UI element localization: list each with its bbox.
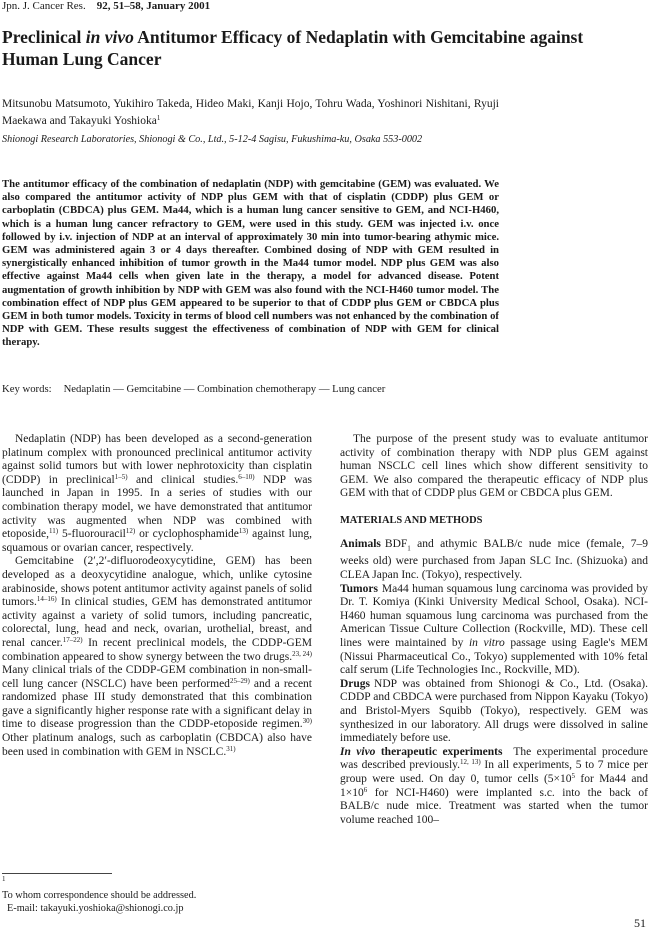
- animals-paragraph: Animals $BDF_1$ and athymic BALB/c nude mice (female, 7–9 weeks old) were purchased from Japan SLC Inc. (Shizuoka) and CLEA Japan Inc. (Tokyo), respectively.: [340, 537, 648, 582]
- left-column: [2, 433, 312, 759]
- abstract: The antitumor efficacy of the combination of nedaplatin (NDP) with gemcitabine (GEM) was evaluated. We also compared the antitumor activity of NDP plus GEM with that of cisplatin (CDDP) plus GEM or carboplatin (CBDCA) plus GEM. Ma44, which is a human lung cancer sensitive to GEM, and NCI-H460, which is a human lung cancer refractory to GEM, were used in this study. GEM was injected i.v. once followed by i.v. injection of NDP at an interval of approximately 30 min into tumor-bearing athymic mice. GEM was administered again 3 or 4 days thereafter. Combined dosing of NDP with GEM resulted in synergistically enhanced inhibition of tumor growth in the Ma44 tumor model. NDP plus GEM was also effective against Ma44 cells when given late in the therapy, a model for advanced disease. Potent augmentation of growth inhibition by NDP with GEM was also found with the NCI-H460 tumor model. The combination effect of NDP plus GEM appeared to be superior to that of CDDP plus GEM or CBDCA plus GEM in both tumor models. Toxicity in terms of blood cell numbers was not enhanced by the combination of NDP with GEM. These results suggest the effectiveness of combination of NDP with GEM for clinical therapy.: [2, 178, 499, 349]
- footnote: [2, 876, 196, 915]
- footnote-line-1: $^1$ To whom correspondence should be addressed.: [2, 875, 197, 901]
- running-head: [2, 0, 210, 12]
- intro-paragraph-3: The purpose of the present study was to evaluate antitumor activity of combination therapy with NDP plus GEM against human NSCLC cell lines which show different sensitivity to GEM. We also compared the therapeutic efficacy of NDP plus GEM with that of CDDP plus GEM or CBDCA plus GEM.: [340, 433, 648, 500]
- paper-title: Preclinical in vivo Antitumor Efficacy of Nedaplatin with Gemcitabine against Human Lung Cancer: [2, 27, 584, 69]
- corresponding-author-marker: 1: [156, 114, 161, 122]
- drugs-paragraph: Drugs NDP was obtained from Shionogi & Co., Ltd. (Osaka). CDDP and CBDCA were purchased from Nippon Kayaku (Tokyo) and Bristol-Myers Squibb (Tokyo), respectively. GEM was synthesized in our laboratory. All drugs were dissolved in saline immediately before use.: [340, 677, 648, 745]
- keywords: [2, 383, 385, 395]
- footnote-email: E-mail: takayuki.yoshioka@shionogi.co.jp: [7, 903, 184, 914]
- keywords-label: Key words:: [2, 383, 52, 395]
- section-heading: MATERIALS AND METHODS: [340, 514, 483, 526]
- journal-name: Jpn. J. Cancer Res.: [2, 0, 86, 12]
- page-number: 51: [634, 916, 646, 930]
- experiments-paragraph: In vivo therapeutic experiments The experimental procedure was described previously.$^{12, 13)}$ In all experiments, 5 to 7 mice per group were used. On day 0, tumor cells ($5\times 10^5$ for Ma44 and $1\times 10^6$ for NCI-H460) were implanted s.c. into the back of BALB/c nude mice. Treatment was started when the tumor volume reached 100–: [340, 745, 648, 826]
- intro-paragraph-2: Gemcitabine (2′,2′-difluorodeoxycytidine, GEM) has been developed as a deoxycytidine analogue, which, unlike cytosine arabinoside, shows potent antitumor activity against panels of solid tumors.$^{14-16)}$ In clinical studies, GEM has demonstrated antitumor activity against a variety of solid tumors, including pancreatic, colorectal, lung, head and neck, ovarian, urothelial, breast, and renal cancer.$^{17-22)}$ In recent preclinical models, the CDDP-GEM combination appeared to show synergy between the two drugs.$^{23, 24)}$ Many clinical trials of the CDDP-GEM combination in non-small-cell lung cancer (NSCLC) have been performed$^{25-29)}$ and a recent randomized phase III study demonstrated that this combination gave a significantly higher response rate with a significant delay in time to disease progression than the CDDP-etoposide regimen.$^{30)}$ Other platinum analogs, such as carboplatin (CBDCA) also have been used in combination with GEM in NSCLC.$^{31)}$: [2, 555, 313, 758]
- right-column: [340, 433, 648, 827]
- keywords-terms: Nedaplatin — Gemcitabine — Combination chemotherapy — Lung cancer: [63, 383, 386, 395]
- author-list: Mitsunobu Matsumoto, Yukihiro Takeda, Hideo Maki, Kanji Hojo, Tohru Wada, Yoshinori Nishitani, Ryuji Maekawa and Takayuki Yoshioka$^1$: [2, 98, 499, 127]
- tumors-paragraph: Tumors Ma44 human squamous lung carcinoma was provided by Dr. T. Komiya (Kinki University Medical School, Osaka). NCI-H460 human squamous lung carcinoma was purchased from the American Tissue Culture Collection (Rockville, MD). These cell lines were maintained by in vitro passage using Eagle's MEM (Nissui Pharmaceutical Co., Tokyo) supplemented with 10% fetal calf serum (Life Technologies Inc., Rockville, MD).: [340, 582, 648, 677]
- volume-pages: 92, 51–58, January 2001: [96, 0, 211, 12]
- footnote-rule: [2, 873, 112, 874]
- intro-paragraph-1: Nedaplatin (NDP) has been developed as a second-generation platinum complex with pronounced preclinical antitumor activity against solid tumors but with lower nephrotoxicity than cisplatin (CDDP) in preclinical$^{1-5)}$ and clinical studies.$^{6-10)}$ NDP was launched in Japan in 1995. In a series of studies with our combination therapy model, we have demonstrated that antitumor activity was augmented when NDP was combined with etoposide,$^{11)}$ 5-fluorouracil$^{12)}$ or cyclophosphamide$^{13)}$ against lung, squamous or ovarian cancer, respectively.: [2, 433, 313, 554]
- affiliation: Shionogi Research Laboratories, Shionogi & Co., Ltd., 5-12-4 Sagisu, Fukushima-ku, Osaka 553-0002: [2, 134, 423, 145]
